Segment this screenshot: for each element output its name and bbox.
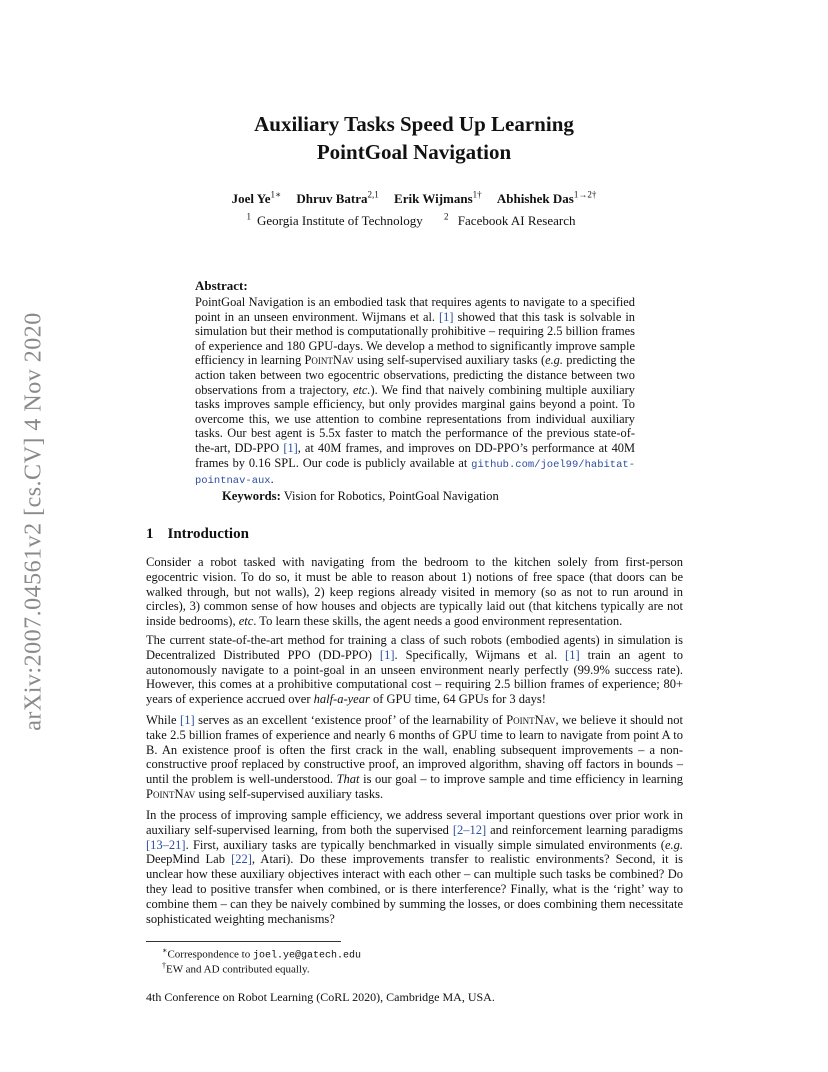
intro-paragraph-4: In the process of improving sample efficiency, we address several important questions over prior work in auxiliary self-supervised learning, from both the supervised [2–12] and reinforcement learning paradigms [13–21]. First, auxiliary tasks are typically benchmarked in visually simple simulated environments (e.g. DeepMind Lab [22], Atari). Do these improvements transfer to realistic environments? Second, it is unclear how these auxiliary objectives interact with each other – can multiple such tasks be combined? Do they lead to positive transfer when combined, or is there interference? Finally, what is the ‘right’ way to combine them – can they be naively combined by summing the losses, or does combining them necessitate sophisticated weighting mechanisms? (146, 808, 684, 926)
paper-title (150, 110, 678, 166)
citation-link[interactable]: [1] (565, 647, 580, 662)
email-address: joel.ye@gatech.edu (252, 950, 361, 962)
footnote-equal-contribution: †EW and AD contributed equally. (162, 961, 310, 976)
intro-paragraph-1: Consider a robot tasked with navigating from the bedroom to the kitchen solely from first-person egocentric vision. To do so, it must be able to reason about 1) notions of free space (that doors can be walked through, but not walls), 2) keep regions already visited in memory (so as not to run around in circles), 3) common sense of how houses and objects are typically laid out (that kitchens typically are not inside bedrooms), etc. To learn these skills, the agent needs a good environment representation. (146, 555, 683, 629)
venue-line: 4th Conference on Robot Learning (CoRL 2020), Cambridge MA, USA. (146, 990, 495, 1004)
title-line-2: PointGoal Navigation (316, 140, 512, 164)
citation-link[interactable]: [1] (283, 440, 298, 455)
intro-paragraph-3: While [1] serves as an excellent ‘existence proof’ of the learnability of PointNav, we believe it should not take 2.5 billion frames of experience and nearly 6 months of GPU time to learn to navigate from point A to B. An existence proof is often the first crack in the wall, enabling subsequent improvements – a non-constructive proof replaced by constructive proof, an improved algorithm, shaving off factors in bounds – until the problem is well-understood. That is our goal – to improve sample and time efficiency in learning PointNav using self-supervised auxiliary tasks. (146, 713, 683, 801)
affiliation-2: $^2$ Facebook AI Research (444, 212, 576, 229)
code-url-link[interactable]: github.com/joel99/habitat-pointnav-aux (195, 458, 635, 488)
arxiv-identifier: arXiv:2007.04561v2 [cs.CV] 4 Nov 2020 (20, 311, 47, 731)
author-list (150, 190, 678, 207)
abstract-text: PointGoal Navigation is an embodied task that requires agents to navigate to a specified point in an unseen environment. Wijmans et al. [1] showed that this task is solvable in simulation but their method is computationally prohibitive – requiring 2.5 billion frames of experience and 180 GPU-days. We develop a method to significantly improve sample efficiency in learning PointNav using self-supervised auxiliary tasks (e.g. predicting the action taken between two egocentric observations, predicting the distance between two observations from a trajectory, etc.). We find that naively combining multiple auxiliary tasks improves sample efficiency, but only provides marginal gains beyond a point. To overcome this, we use attention to combine representations from individual auxiliary tasks. Our best agent is 5.5x faster to match the performance of the previous state-of-the-art, DD-PPO [1], at 40M frames, and improves on DD-PPO’s performance at 40M frames by 0.16 SPL. Our code is publicly available at github.com/joel99/habitat-pointnav-aux. (195, 295, 635, 488)
arxiv-identifier-margin (14, 286, 54, 756)
author-2: Dhruv Batra$^{2,1}$ (296, 190, 379, 207)
affiliation-1: $^1$ Georgia Institute of Technology (246, 212, 423, 229)
citation-link[interactable]: [1] (439, 309, 454, 324)
author-3: Erik Wijmans$^{1\dagger}$ (394, 190, 482, 207)
abstract-heading: Abstract: (195, 278, 248, 293)
citation-link[interactable]: [1] (180, 713, 195, 727)
title-line-1: Auxiliary Tasks Speed Up Learning (254, 112, 574, 136)
citation-link[interactable]: [2–12] (452, 822, 487, 837)
citation-link[interactable]: [22] (231, 852, 252, 867)
affiliations (150, 212, 678, 229)
author-4: Abhishek Das$^{1\to 2\dagger}$ (496, 190, 597, 207)
footnote-divider (146, 941, 341, 942)
footnote-correspondence: ∗Correspondence to joel.ye@gatech.edu (162, 946, 361, 962)
citation-link[interactable]: [1] (379, 647, 395, 662)
section-heading-introduction: 1 Introduction (146, 526, 249, 542)
intro-paragraph-2: The current state-of-the-art method for training a class of such robots (embodied agents) in simulation is Decentralized Distributed PPO (DD-PPO) [1]. Specifically, Wijmans et al. [1] train an agent to autonomously navigate to a point-goal in an unseen environment nearly perfectly (99.9% success rate). However, this comes at a prohibitive computational cost – requiring 2.5 billion frames of experience; 80+ years of experience accrued over half-a-year of GPU time, 64 GPUs for 3 days! (146, 633, 683, 707)
citation-link[interactable]: [13–21] (146, 837, 186, 852)
author-1: Joel $Ye^{1∗}$ (231, 190, 282, 207)
keywords: Keywords: Vision for Robotics, PointGoal Navigation (222, 489, 499, 503)
